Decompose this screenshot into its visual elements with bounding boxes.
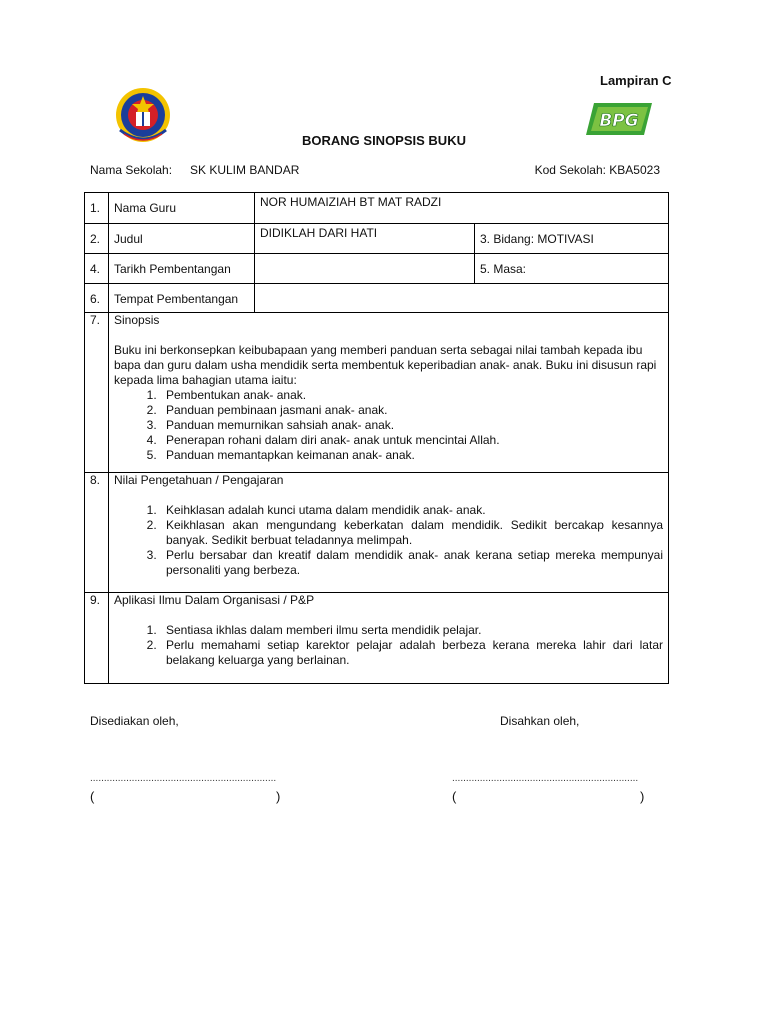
- row-number: 9.: [85, 593, 109, 684]
- section-label: Sinopsis: [114, 313, 160, 327]
- school-name-value: SK KULIM BANDAR: [190, 163, 300, 177]
- row-label: Nama Guru: [109, 193, 255, 224]
- approved-by-label: Disahkan oleh,: [500, 714, 580, 728]
- list-item: 1. Pembentukan anak- anak.: [160, 388, 663, 403]
- signature-line-approved[interactable]: ...................................................................: [452, 773, 639, 784]
- row-judul: [85, 224, 669, 254]
- nilai-cell: [109, 473, 669, 593]
- row-label: Tempat Pembentangan: [109, 284, 255, 313]
- bpg-logo-text: BPG: [599, 111, 639, 131]
- row-number: 2.: [85, 224, 109, 254]
- row-sinopsis: [85, 313, 669, 473]
- aplikasi-list: [114, 623, 663, 668]
- name-paren-open-approved: (: [452, 789, 457, 804]
- list-item: 1. Keihklasan adalah kunci utama dalam mendidik anak- anak.: [160, 503, 663, 518]
- nilai-list: [114, 503, 663, 578]
- form-title: BORANG SINOPSIS BUKU: [302, 133, 466, 148]
- row-label: Judul: [109, 224, 255, 254]
- name-paren-close-approved: ): [640, 789, 645, 804]
- list-item: 4. Penerapan rohani dalam diri anak- anak untuk mencintai Allah.: [160, 433, 663, 448]
- sinopsis-cell: [109, 313, 669, 473]
- tempat-field[interactable]: [255, 284, 669, 313]
- list-item: 3. Panduan memurnikan sahsiah anak- anak.: [160, 418, 663, 433]
- row-number: 6.: [85, 284, 109, 313]
- row-label: Tarikh Pembentangan: [109, 254, 255, 284]
- row-number: 7.: [85, 313, 109, 473]
- masa-field[interactable]: 5. Masa:: [475, 254, 669, 284]
- row-nilai: [85, 473, 669, 593]
- name-paren-close-prepared: ): [276, 789, 281, 804]
- prepared-by-label: Disediakan oleh,: [90, 714, 179, 728]
- school-code: Kod Sekolah: KBA5023: [534, 163, 660, 177]
- section-label: Nilai Pengetahuan / Pengajaran: [114, 473, 284, 487]
- row-aplikasi: [85, 593, 669, 684]
- row-tempat: [85, 284, 669, 313]
- bidang-field[interactable]: 3. Bidang: MOTIVASI: [475, 224, 669, 254]
- list-item: 3. Perlu bersabar dan kreatif dalam mendidik anak- anak kerana setiap mereka mempunyai personaliti yang berbeza.: [160, 548, 663, 578]
- name-paren-open-prepared: (: [90, 789, 95, 804]
- nama-guru-field[interactable]: NOR HUMAIZIAH BT MAT RADZI: [255, 193, 669, 224]
- row-number: 4.: [85, 254, 109, 284]
- lampiran-label: Lampiran C: [600, 73, 672, 88]
- row-tarikh: [85, 254, 669, 284]
- sinopsis-list: [114, 388, 663, 463]
- list-item: 2. Perlu memahami setiap karektor pelajar adalah berbeza kerana mereka lahir dari latar belakang keluarga yang berlainan.: [160, 638, 663, 668]
- list-item: 5. Panduan memantapkan keimanan anak- anak.: [160, 448, 663, 463]
- list-item: 1. Sentiasa ikhlas dalam memberi ilmu serta mendidik pelajar.: [160, 623, 663, 638]
- list-item: 2. Keikhlasan akan mengundang keberkatan dalam mendidik. Sedikit bercakap kesannya banyak. Sedikit berbuat teladannya melimpah.: [160, 518, 663, 548]
- judul-field[interactable]: DIDIKLAH DARI HATI: [255, 224, 475, 254]
- sinopsis-intro: Buku ini berkonsepkan keibubapaan yang memberi panduan serta sebagai nilai tambah kepada ibu bapa dan guru dalam usha mendidik serta membentuk keperibadian anak- anak. Buku ini disusun rapi kepada lima bahagian utama iaitu:: [114, 343, 657, 387]
- school-info-row: [90, 163, 662, 179]
- aplikasi-cell: [109, 593, 669, 684]
- section-label: Aplikasi Ilmu Dalam Organisasi / P&P: [114, 593, 315, 607]
- list-item: 2. Panduan pembinaan jasmani anak- anak.: [160, 403, 663, 418]
- school-name-label: Nama Sekolah:: [90, 163, 173, 177]
- row-number: 8.: [85, 473, 109, 593]
- signature-line-prepared[interactable]: ...................................................................: [90, 773, 277, 784]
- synopsis-form-table: [84, 192, 669, 684]
- tarikh-field[interactable]: [255, 254, 475, 284]
- row-nama-guru: [85, 193, 669, 224]
- row-number: 1.: [85, 193, 109, 224]
